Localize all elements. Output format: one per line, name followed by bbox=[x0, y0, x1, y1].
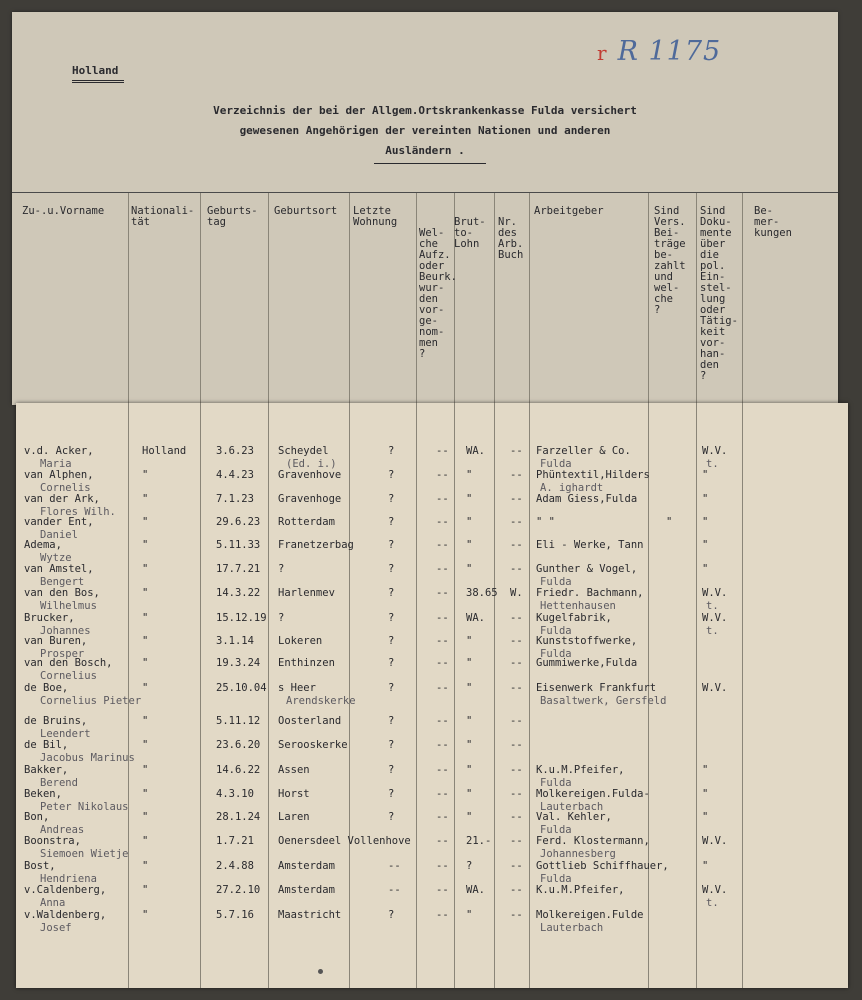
cell-n2: Bengert bbox=[40, 576, 85, 588]
cell-n1: de Bil, bbox=[24, 739, 69, 751]
cell-n1: de Boe, bbox=[24, 682, 69, 694]
cell-aufz: -- bbox=[436, 563, 449, 575]
cell-aufz: -- bbox=[436, 469, 449, 481]
cell-buch: -- bbox=[510, 811, 523, 823]
cell-aufz: -- bbox=[436, 860, 449, 872]
cell-wohn: ? bbox=[388, 811, 395, 823]
title-underline bbox=[374, 163, 486, 164]
cell-dok: " bbox=[702, 811, 709, 823]
archive-pencil-mark bbox=[597, 36, 721, 67]
cell-n2: Anna bbox=[40, 897, 66, 909]
cell-ag1: " " bbox=[536, 516, 555, 528]
cell-ag1: Molkereigen.Fulda- bbox=[536, 788, 650, 800]
cell-dob: 14.6.22 bbox=[216, 764, 261, 776]
cell-buch: -- bbox=[510, 563, 523, 575]
cell-ort: s Heer bbox=[278, 682, 316, 694]
cell-dok: " bbox=[702, 539, 709, 551]
cell-lohn: " bbox=[466, 657, 473, 669]
header-column-line bbox=[349, 193, 350, 405]
cell-ag2: Lauterbach bbox=[540, 922, 604, 934]
cell-lohn: " bbox=[466, 563, 473, 575]
cell-lohn: WA. bbox=[466, 884, 485, 896]
cell-n2: Jacobus Marinus bbox=[40, 752, 135, 764]
cell-ort: Scheydel bbox=[278, 445, 329, 457]
cell-ort: Rotterdam bbox=[278, 516, 335, 528]
cell-aufz: -- bbox=[436, 539, 449, 551]
cell-dok: " bbox=[702, 493, 709, 505]
cell-n2: Andreas bbox=[40, 824, 85, 836]
cell-wohn: ? bbox=[388, 563, 395, 575]
cell-lohn: " bbox=[466, 715, 473, 727]
column-header: Letzte Wohnung bbox=[353, 205, 398, 228]
cell-dok: W.V. bbox=[702, 682, 728, 694]
cell-ag2: Fulda bbox=[540, 824, 572, 836]
cell-n1: Boonstra, bbox=[24, 835, 81, 847]
cell-ag1: Phüntextil,Hilders bbox=[536, 469, 650, 481]
cell-n2: Johannes bbox=[40, 625, 91, 637]
cell-aufz: -- bbox=[436, 682, 449, 694]
header-column-line bbox=[494, 193, 495, 405]
cell-wohn: -- bbox=[388, 884, 401, 896]
cell-ag1: Gunther & Vogel, bbox=[536, 563, 638, 575]
cell-buch: -- bbox=[510, 539, 523, 551]
body-column-line bbox=[454, 403, 455, 988]
cell-ort: Laren bbox=[278, 811, 310, 823]
cell-dok: " bbox=[702, 860, 709, 872]
title-line-3: Ausländern . bbox=[385, 144, 465, 157]
cell-ort: Horst bbox=[278, 788, 310, 800]
cell-nat: " bbox=[142, 539, 149, 551]
cell-wohn: ? bbox=[388, 657, 395, 669]
title-line-1: Verzeichnis der bei der Allgem.Ortskrankenkasse Fulda versichert bbox=[213, 104, 637, 117]
cell-dob: 5.11.33 bbox=[216, 539, 261, 551]
cell-dob: 1.7.21 bbox=[216, 835, 254, 847]
cell-n1: Adema, bbox=[24, 539, 62, 551]
cell-aufz: -- bbox=[436, 764, 449, 776]
cell-n2: Wilhelmus bbox=[40, 600, 97, 612]
cell-dob: 28.1.24 bbox=[216, 811, 261, 823]
cell-wohn: ? bbox=[388, 739, 395, 751]
punch-hole bbox=[318, 969, 323, 974]
cell-ort: Amsterdam bbox=[278, 884, 335, 896]
cell-aufz: -- bbox=[436, 445, 449, 457]
cell-dok: W.V. bbox=[702, 587, 728, 599]
cell-lohn: " bbox=[466, 539, 473, 551]
cell-nat: Holland bbox=[142, 445, 187, 457]
cell-ort: Harlenmev bbox=[278, 587, 335, 599]
cell-ag1: Val. Kehler, bbox=[536, 811, 612, 823]
cell-nat: " bbox=[142, 587, 149, 599]
cell-ag2: Fulda bbox=[540, 777, 572, 789]
cell-n2: Hendriena bbox=[40, 873, 97, 885]
column-header: Nationali- tät bbox=[131, 205, 195, 228]
cell-nat: " bbox=[142, 657, 149, 669]
cell-ort2: Arendskerke bbox=[286, 695, 356, 707]
cell-nat: " bbox=[142, 612, 149, 624]
cell-buch: W. bbox=[510, 587, 523, 599]
title-line-2: gewesenen Angehörigen der vereinten Nationen und anderen bbox=[239, 124, 611, 137]
cell-n1: van Buren, bbox=[24, 635, 88, 647]
body-column-line bbox=[696, 403, 697, 988]
cell-ag1: Molkereigen.Fulde bbox=[536, 909, 644, 921]
cell-dok: W.V. bbox=[702, 835, 728, 847]
archive-mark-number: R 1175 bbox=[617, 36, 722, 67]
cell-aufz: -- bbox=[436, 587, 449, 599]
cell-buch: -- bbox=[510, 739, 523, 751]
cell-ort: Maastricht bbox=[278, 909, 342, 921]
body-column-line bbox=[200, 403, 201, 988]
column-header: Zu-.u.Vorname bbox=[22, 205, 105, 217]
cell-dok: W.V. bbox=[702, 612, 728, 624]
header-column-line bbox=[200, 193, 201, 405]
cell-ort: Oenersdeel Vollenhove bbox=[278, 835, 411, 847]
header-column-line bbox=[268, 193, 269, 405]
cell-ag1: Kugelfabrik, bbox=[536, 612, 612, 624]
cell-dok2: t. bbox=[706, 458, 719, 470]
header-column-line bbox=[128, 193, 129, 405]
cell-aufz: -- bbox=[436, 657, 449, 669]
cell-lohn: 21.- bbox=[466, 835, 492, 847]
cell-aufz: -- bbox=[436, 516, 449, 528]
cell-dob: 5.7.16 bbox=[216, 909, 254, 921]
cell-n2: Wytze bbox=[40, 552, 72, 564]
cell-ag1: Ferd. Klostermann, bbox=[536, 835, 650, 847]
cell-n2: Berend bbox=[40, 777, 78, 789]
form-header-sheet bbox=[12, 12, 838, 405]
cell-buch: -- bbox=[510, 612, 523, 624]
cell-vers: " bbox=[666, 516, 673, 528]
cell-n1: v.Waldenberg, bbox=[24, 909, 107, 921]
header-column-line bbox=[648, 193, 649, 405]
cell-wohn: ? bbox=[388, 445, 395, 457]
cell-dok: " bbox=[702, 469, 709, 481]
column-header: Brut- to- Lohn bbox=[454, 216, 486, 250]
cell-buch: -- bbox=[510, 682, 523, 694]
cell-ort: Lokeren bbox=[278, 635, 323, 647]
cell-dok: " bbox=[702, 516, 709, 528]
cell-aufz: -- bbox=[436, 739, 449, 751]
cell-nat: " bbox=[142, 493, 149, 505]
cell-wohn: ? bbox=[388, 612, 395, 624]
cell-buch: -- bbox=[510, 764, 523, 776]
cell-buch: -- bbox=[510, 715, 523, 727]
cell-ort: ? bbox=[278, 612, 285, 624]
table-top-rule bbox=[12, 192, 838, 193]
column-header: Arbeitgeber bbox=[534, 205, 604, 217]
cell-aufz: -- bbox=[436, 835, 449, 847]
column-header: Be- mer- kungen bbox=[754, 205, 792, 239]
cell-ag2: A. ighardt bbox=[540, 482, 604, 494]
cell-ag1: Eli - Werke, Tann bbox=[536, 539, 644, 551]
cell-ort: Franetzerbag bbox=[278, 539, 354, 551]
cell-buch: -- bbox=[510, 835, 523, 847]
cell-nat: " bbox=[142, 715, 149, 727]
cell-dob: 17.7.21 bbox=[216, 563, 261, 575]
cell-dob: 3.6.23 bbox=[216, 445, 254, 457]
cell-dob: 5.11.12 bbox=[216, 715, 261, 727]
cell-ag1: Farzeller & Co. bbox=[536, 445, 631, 457]
cell-nat: " bbox=[142, 739, 149, 751]
cell-ort: Gravenhove bbox=[278, 469, 342, 481]
cell-n1: van den Bosch, bbox=[24, 657, 113, 669]
column-header: Sind Vers. Bei- träge be- zahlt und wel- che ? bbox=[654, 205, 686, 316]
cell-dob: 29.6.23 bbox=[216, 516, 261, 528]
cell-lohn: " bbox=[466, 469, 473, 481]
cell-nat: " bbox=[142, 469, 149, 481]
country-underline bbox=[72, 80, 124, 83]
header-column-line bbox=[696, 193, 697, 405]
cell-dok2: t. bbox=[706, 897, 719, 909]
header-column-line bbox=[416, 193, 417, 405]
cell-wohn: ? bbox=[388, 764, 395, 776]
header-column-line bbox=[529, 193, 530, 405]
cell-wohn: ? bbox=[388, 469, 395, 481]
cell-n1: van Amstel, bbox=[24, 563, 94, 575]
cell-lohn: " bbox=[466, 635, 473, 647]
cell-wohn: ? bbox=[388, 493, 395, 505]
cell-ag2: Fulda bbox=[540, 458, 572, 470]
cell-ag2: Lauterbach bbox=[540, 801, 604, 813]
cell-dob: 27.2.10 bbox=[216, 884, 261, 896]
cell-nat: " bbox=[142, 835, 149, 847]
cell-buch: -- bbox=[510, 469, 523, 481]
cell-ag2: Hettenhausen bbox=[540, 600, 616, 612]
cell-lohn: 38.65 bbox=[466, 587, 498, 599]
cell-dok: " bbox=[702, 563, 709, 575]
cell-ort: Gravenhoge bbox=[278, 493, 342, 505]
cell-ort2: (Ed. i.) bbox=[286, 458, 337, 470]
cell-ag2: Fulda bbox=[540, 873, 572, 885]
cell-dob: 7.1.23 bbox=[216, 493, 254, 505]
cell-lohn: " bbox=[466, 739, 473, 751]
cell-dok: " bbox=[702, 764, 709, 776]
cell-wohn: ? bbox=[388, 788, 395, 800]
cell-wohn: ? bbox=[388, 909, 395, 921]
cell-n1: Brucker, bbox=[24, 612, 75, 624]
body-column-line bbox=[494, 403, 495, 988]
cell-buch: -- bbox=[510, 657, 523, 669]
cell-n2: Siemoen Wietje bbox=[40, 848, 129, 860]
cell-ag1: Gummiwerke,Fulda bbox=[536, 657, 638, 669]
cell-wohn: ? bbox=[388, 539, 395, 551]
cell-ag1: Kunststoffwerke, bbox=[536, 635, 638, 647]
cell-wohn: -- bbox=[388, 860, 401, 872]
cell-lohn: WA. bbox=[466, 612, 485, 624]
cell-wohn: ? bbox=[388, 516, 395, 528]
cell-dob: 4.4.23 bbox=[216, 469, 254, 481]
cell-n2: Leendert bbox=[40, 728, 91, 740]
cell-ort: ? bbox=[278, 563, 285, 575]
cell-dob: 23.6.20 bbox=[216, 739, 261, 751]
body-column-line bbox=[416, 403, 417, 988]
cell-wohn: ? bbox=[388, 682, 395, 694]
cell-nat: " bbox=[142, 516, 149, 528]
cell-lohn: WA. bbox=[466, 445, 485, 457]
cell-nat: " bbox=[142, 884, 149, 896]
cell-dob: 14.3.22 bbox=[216, 587, 261, 599]
cell-n1: Bon, bbox=[24, 811, 50, 823]
column-header: Geburtsort bbox=[274, 205, 338, 217]
cell-n1: de Bruins, bbox=[24, 715, 88, 727]
cell-buch: -- bbox=[510, 445, 523, 457]
cell-ag1: Friedr. Bachmann, bbox=[536, 587, 644, 599]
cell-lohn: ? bbox=[466, 860, 473, 872]
body-column-line bbox=[529, 403, 530, 988]
cell-ort: Assen bbox=[278, 764, 310, 776]
cell-ag2: Fulda bbox=[540, 625, 572, 637]
cell-buch: -- bbox=[510, 909, 523, 921]
column-header: Geburts- tag bbox=[207, 205, 258, 228]
cell-nat: " bbox=[142, 860, 149, 872]
cell-ag2: Fulda bbox=[540, 576, 572, 588]
cell-aufz: -- bbox=[436, 811, 449, 823]
body-column-line bbox=[268, 403, 269, 988]
cell-dok2: t. bbox=[706, 625, 719, 637]
cell-ag1: Gottlieb Schiffhauer, bbox=[536, 860, 669, 872]
cell-n1: Beken, bbox=[24, 788, 62, 800]
column-header: Sind Doku- mente über die pol. Ein- stel- lung oder Tätig- keit vor- han- den ? bbox=[700, 205, 738, 382]
cell-n2: Daniel bbox=[40, 529, 78, 541]
cell-n1: vander Ent, bbox=[24, 516, 94, 528]
cell-dob: 15.12.19 bbox=[216, 612, 267, 624]
cell-nat: " bbox=[142, 811, 149, 823]
cell-n2: Prosper bbox=[40, 648, 85, 660]
cell-buch: -- bbox=[510, 860, 523, 872]
cell-ag1: Eisenwerk Frankfurt bbox=[536, 682, 657, 694]
cell-n1: Bakker, bbox=[24, 764, 69, 776]
cell-nat: " bbox=[142, 563, 149, 575]
cell-aufz: -- bbox=[436, 909, 449, 921]
cell-wohn: ? bbox=[388, 715, 395, 727]
cell-n1: van der Ark, bbox=[24, 493, 100, 505]
cell-dok2: t. bbox=[706, 600, 719, 612]
cell-n1: van Alphen, bbox=[24, 469, 94, 481]
header-column-line bbox=[742, 193, 743, 405]
cell-nat: " bbox=[142, 764, 149, 776]
cell-n1: Bost, bbox=[24, 860, 56, 872]
cell-aufz: -- bbox=[436, 788, 449, 800]
cell-nat: " bbox=[142, 909, 149, 921]
cell-nat: " bbox=[142, 682, 149, 694]
cell-lohn: " bbox=[466, 764, 473, 776]
cell-aufz: -- bbox=[436, 493, 449, 505]
column-header: Nr. des Arb. Buch bbox=[498, 216, 524, 261]
body-column-line bbox=[742, 403, 743, 988]
cell-n2: Flores Wilh. bbox=[40, 506, 116, 518]
cell-aufz: -- bbox=[436, 612, 449, 624]
cell-n2: Cornelis bbox=[40, 482, 91, 494]
cell-n2: Cornelius bbox=[40, 670, 97, 682]
archive-mark-prefix: r bbox=[597, 41, 608, 65]
cell-ort: Enthinzen bbox=[278, 657, 335, 669]
cell-dob: 4.3.10 bbox=[216, 788, 254, 800]
cell-dob: 25.10.04 bbox=[216, 682, 267, 694]
cell-buch: -- bbox=[510, 788, 523, 800]
cell-aufz: -- bbox=[436, 715, 449, 727]
cell-n2: Maria bbox=[40, 458, 72, 470]
cell-dok: " bbox=[702, 788, 709, 800]
column-header: Wel- che Aufz. oder Beurk. wur- den vor- ge- nom- men ? bbox=[419, 227, 457, 360]
cell-ag1: K.u.M.Pfeifer, bbox=[536, 884, 625, 896]
cell-n1: v.d. Acker, bbox=[24, 445, 94, 457]
cell-n2: Peter Nikolaus bbox=[40, 801, 129, 813]
cell-dob: 2.4.88 bbox=[216, 860, 254, 872]
cell-buch: -- bbox=[510, 635, 523, 647]
cell-buch: -- bbox=[510, 516, 523, 528]
cell-wohn: ? bbox=[388, 587, 395, 599]
cell-n1: v.Caldenberg, bbox=[24, 884, 107, 896]
cell-ag1: Adam Giess,Fulda bbox=[536, 493, 638, 505]
cell-ag2: Johannesberg bbox=[540, 848, 616, 860]
cell-lohn: " bbox=[466, 493, 473, 505]
data-sheet bbox=[16, 403, 848, 988]
cell-lohn: " bbox=[466, 516, 473, 528]
cell-lohn: " bbox=[466, 811, 473, 823]
cell-aufz: -- bbox=[436, 884, 449, 896]
cell-lohn: " bbox=[466, 788, 473, 800]
cell-ag2: Basaltwerk, Gersfeld bbox=[540, 695, 667, 707]
cell-dok: W.V. bbox=[702, 884, 728, 896]
cell-nat: " bbox=[142, 635, 149, 647]
cell-lohn: " bbox=[466, 909, 473, 921]
cell-ag2: Fulda bbox=[540, 648, 572, 660]
cell-lohn: " bbox=[466, 682, 473, 694]
cell-dob: 3.1.14 bbox=[216, 635, 254, 647]
country-heading: Holland bbox=[72, 64, 119, 77]
cell-n1: van den Bos, bbox=[24, 587, 100, 599]
cell-buch: -- bbox=[510, 493, 523, 505]
cell-ort: Serooskerke bbox=[278, 739, 348, 751]
cell-dok: W.V. bbox=[702, 445, 728, 457]
cell-ort: Amsterdam bbox=[278, 860, 335, 872]
cell-n2: Cornelius Pieter bbox=[40, 695, 142, 707]
cell-ag1: K.u.M.Pfeifer, bbox=[536, 764, 625, 776]
cell-dob: 19.3.24 bbox=[216, 657, 261, 669]
cell-buch: -- bbox=[510, 884, 523, 896]
cell-wohn: ? bbox=[388, 635, 395, 647]
cell-aufz: -- bbox=[436, 635, 449, 647]
cell-nat: " bbox=[142, 788, 149, 800]
cell-ort: Oosterland bbox=[278, 715, 342, 727]
cell-n2: Josef bbox=[40, 922, 72, 934]
